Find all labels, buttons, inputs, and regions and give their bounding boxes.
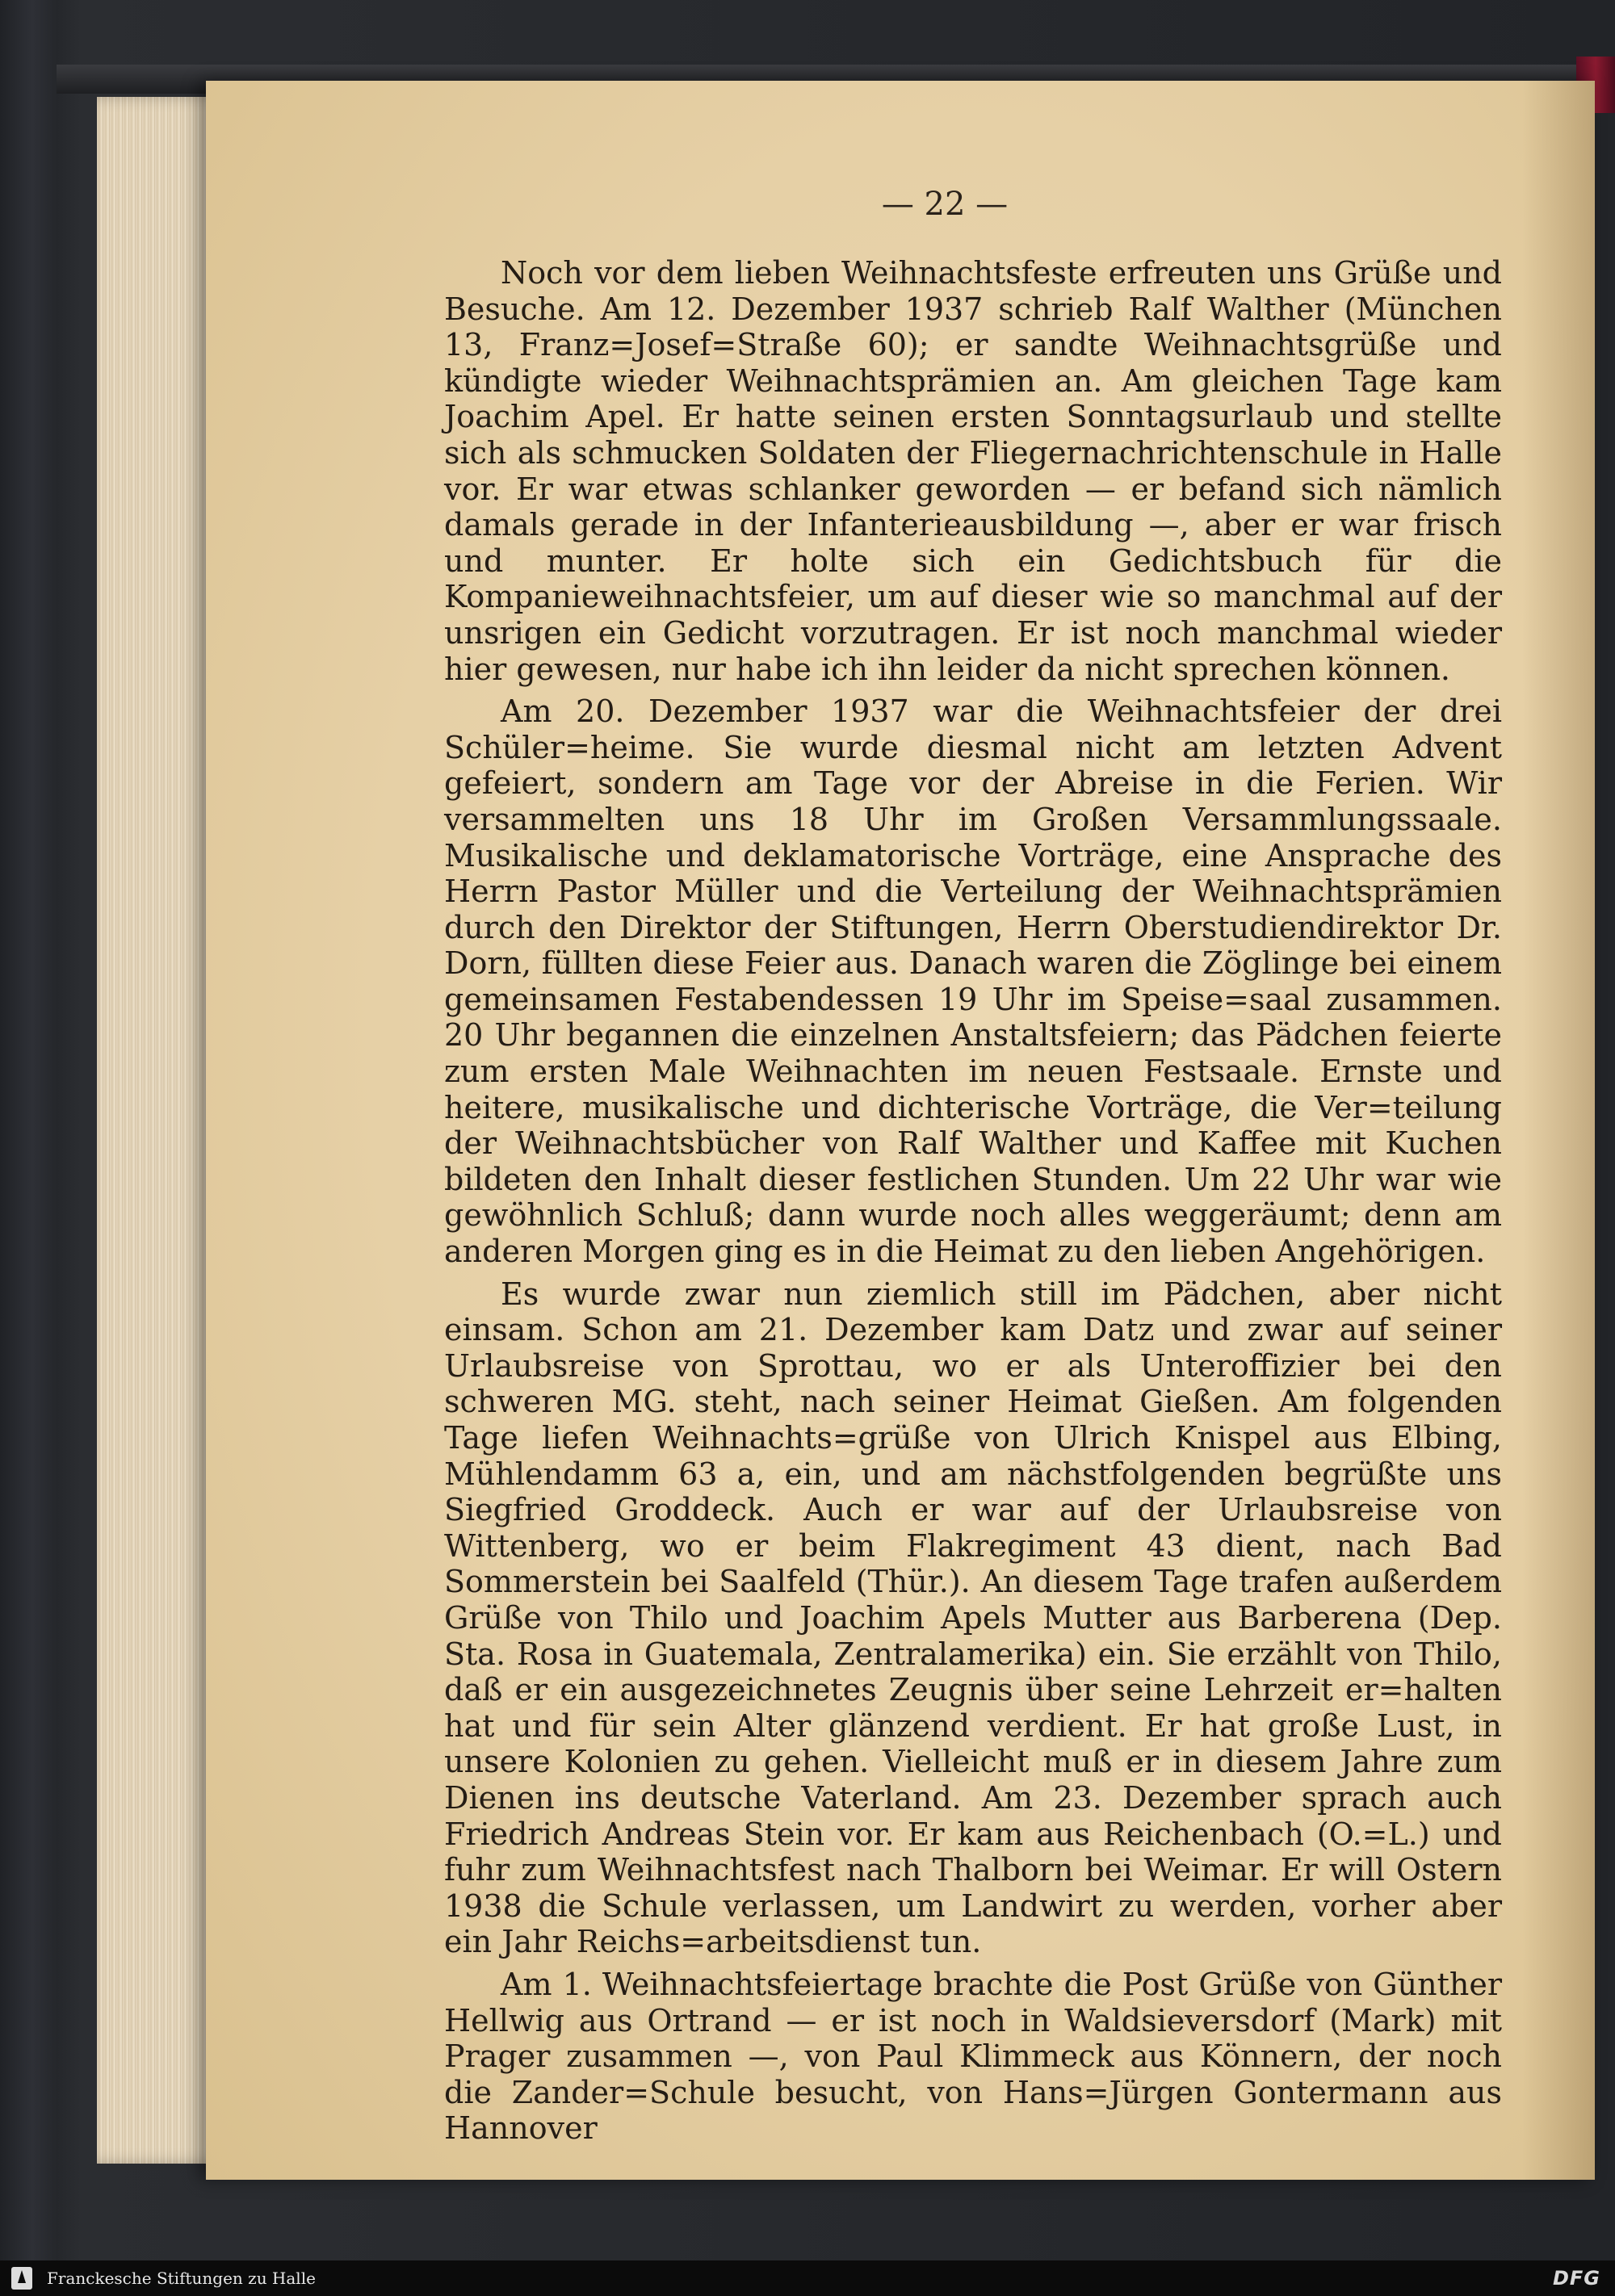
institution-logo-icon bbox=[11, 2267, 32, 2290]
paragraph: Noch vor dem lieben Weihnachtsfeste erfreuten uns Grüße und Besuche. Am 12. Dezember 1937 schrieb Ralf Walther (München 13, Franz=Josef=Straße 60); er sandte Weihnachtsgrüße und kündigte wieder Weihnachtsprämien an. Am gleichen Tage kam Joachim Apel. Er hatte seinen ersten Sonntagsurlaub und stellte sich als schmucken Soldaten der Fliegernachrichtenschule in Halle vor. Er war etwas schlanker geworden — er befand sich nämlich damals gerade in der Infanterieausbildung —, aber er war frisch und munter. Er holte sich ein Gedichtsbuch für die Kompanieweihnachtsfeier, um auf dieser wie so manchmal auf der unsrigen ein Gedicht vorzutragen. Er ist noch manchmal wieder hier gewesen, nur habe ich ihn leider da nicht sprechen können. bbox=[444, 255, 1502, 687]
paragraph: Am 1. Weihnachtsfeiertage brachte die Post Grüße von Günther Hellwig aus Ortrand — er ist noch in Waldsieversdorf (Mark) mit Prager zusammen —, von Paul Klimmeck aus Könnern, der noch die Zander=Schule besucht, von Hans=Jürgen Gontermann aus Hannover bbox=[444, 1966, 1502, 2147]
body-text bbox=[444, 255, 1502, 2147]
paragraph: Am 20. Dezember 1937 war die Weihnachtsfeier der drei Schüler=heime. Sie wurde diesmal nicht am letzten Advent gefeiert, sondern am Tage vor der Abreise in die Ferien. Wir versammelten uns 18 Uhr im Großen Versammlungssaale. Musikalische und deklamatorische Vorträge, eine Ansprache des Herrn Pastor Müller und die Verteilung der Weihnachtsprämien durch den Direktor der Stiftungen, Herrn Oberstudiendirektor Dr. Dorn, füllten diese Feier aus. Danach waren die Zöglinge bei einem gemeinsamen Festabendessen 19 Uhr im Speise=saal zusammen. 20 Uhr begannen die einzelnen Anstaltsfeiern; das Pädchen feierte zum ersten Male Weihnachten im neuen Festsaale. Ernste und heitere, musikalische und dichterische Vorträge, die Ver=teilung der Weihnachtsbücher von Ralf Walther und Kaffee mit Kuchen bildeten den Inhalt dieser festlichen Stunden. Um 22 Uhr war wie gewöhnlich Schluß; dann wurde noch alles weggeräumt; denn am anderen Morgen ging es in die Heimat zu den lieben Angehörigen. bbox=[444, 693, 1502, 1270]
page-number: — 22 — bbox=[881, 186, 1009, 223]
dfg-logo: DFG bbox=[1552, 2267, 1600, 2290]
viewer-footer bbox=[0, 2260, 1615, 2296]
paragraph: Es wurde zwar nun ziemlich still im Pädchen, aber nicht einsam. Schon am 21. Dezember kam Datz und zwar auf seiner Urlaubsreise von Sprottau, wo er als Unteroffizier bei den schweren MG. steht, nach seiner Heimat Gießen. Am folgenden Tage liefen Weihnachts=grüße von Ulrich Knispel aus Elbing, Mühlendamm 63 a, ein, und am nächstfolgenden begrüßte uns Siegfried Groddeck. Auch er war auf der Urlaubsreise von Wittenberg, wo er beim Flakregiment 43 dient, nach Bad Sommerstein bei Saalfeld (Thür.). An diesem Tage trafen außerdem Grüße von Thilo und Joachim Apels Mutter aus Barberena (Dep. Sta. Rosa in Guatemala, Zentralamerika) ein. Sie erzählt von Thilo, daß er ein ausgezeichnetes Zeugnis über seine Lehrzeit er=halten hat und für sein Alter glänzend verdient. Er hat große Lust, in unsere Kolonien zu gehen. Vielleicht muß er in diesem Jahre zum Dienen ins deutsche Vaterland. Am 23. Dezember sprach auch Friedrich Andreas Stein vor. Er kam aus Reichenbach (O.=L.) und fuhr zum Weihnachtsfest nach Thalborn bei Weimar. Er will Ostern 1938 die Schule verlassen, um Landwirt zu werden, vorher aber ein Jahr Reichs=arbeitsdienst tun. bbox=[444, 1276, 1502, 1960]
institution-name: Franckesche Stiftungen zu Halle bbox=[47, 2269, 316, 2288]
